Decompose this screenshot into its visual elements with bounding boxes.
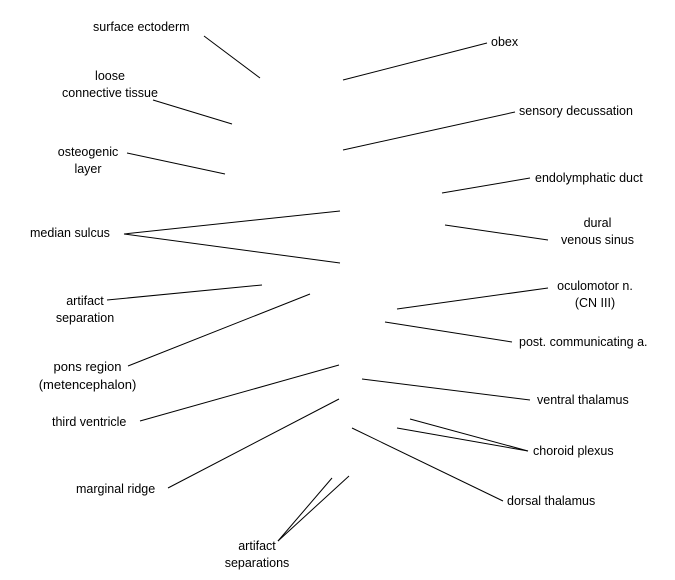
label-median-sulcus [30, 225, 110, 242]
leader-artifact-separation [107, 285, 262, 300]
label-line: (metencephalon) [38, 377, 137, 392]
leader-sensory-decussation [343, 112, 515, 150]
label-osteogenic-layer [48, 144, 128, 178]
label-text: surface ectoderm [93, 20, 190, 34]
label-text: marginal ridge [76, 482, 156, 496]
leader-choroid-plexus-b [397, 428, 528, 451]
label-text: sensory decussation [519, 104, 633, 118]
label-artifact-separation [40, 293, 130, 327]
label-line: artifact [238, 539, 276, 553]
label-line: pons region [53, 359, 122, 374]
label-obex [491, 34, 518, 51]
leader-post-communicating-artery [385, 322, 512, 342]
leader-endolymphatic-duct [442, 178, 530, 193]
label-third-ventricle [52, 414, 126, 431]
label-line: separation [55, 311, 115, 325]
label-line: artifact [66, 294, 104, 308]
leader-dural-venous-sinus [445, 225, 548, 240]
label-pons-region [25, 358, 150, 394]
leader-dorsal-thalamus [352, 428, 503, 501]
label-line: osteogenic [57, 145, 119, 159]
label-text: dorsal thalamus [507, 494, 596, 508]
label-line: venous sinus [561, 233, 634, 247]
label-endolymphatic-duct [535, 170, 643, 187]
label-surface-ectoderm [93, 19, 190, 36]
leader-loose-connective-tissue [153, 100, 232, 124]
label-line: layer [74, 162, 102, 176]
label-sensory-decussation [519, 103, 633, 120]
label-text: endolymphatic duct [535, 171, 643, 185]
label-marginal-ridge [76, 481, 155, 498]
leader-osteogenic-layer [127, 153, 225, 174]
label-oculomotor-nerve [545, 278, 645, 312]
leader-median-sulcus-lower [124, 234, 340, 263]
label-loose-connective-tissue [40, 68, 180, 102]
leader-pons-region [128, 294, 310, 366]
label-text: third ventricle [52, 415, 127, 429]
label-post-communicating-artery [519, 334, 648, 351]
label-line: oculomotor n. [557, 279, 633, 293]
label-text: choroid plexus [533, 444, 614, 458]
label-dorsal-thalamus [507, 493, 595, 510]
leader-artifact-separations-a [278, 478, 332, 541]
leader-surface-ectoderm [204, 36, 260, 78]
label-line: loose [95, 69, 125, 83]
label-dural-venous-sinus [545, 215, 650, 249]
label-line: connective tissue [62, 86, 158, 100]
leader-third-ventricle [140, 365, 339, 421]
leader-median-sulcus-upper [124, 211, 340, 234]
label-text: ventral thalamus [537, 393, 629, 407]
leader-marginal-ridge [168, 399, 339, 488]
label-artifact-separations [212, 538, 302, 572]
leader-artifact-separations-b [278, 476, 349, 541]
label-line: (CN III) [574, 296, 616, 310]
leader-ventral-thalamus [362, 379, 530, 400]
leader-obex [343, 43, 487, 80]
leader-oculomotor-nerve [397, 288, 548, 309]
leader-choroid-plexus-a [410, 419, 528, 451]
label-line: separations [224, 556, 290, 570]
label-choroid-plexus [533, 443, 614, 460]
label-text: post. communicating a. [519, 335, 648, 349]
label-text: obex [491, 35, 519, 49]
label-ventral-thalamus [537, 392, 629, 409]
label-text: median sulcus [30, 226, 110, 240]
label-line: dural [583, 216, 612, 230]
